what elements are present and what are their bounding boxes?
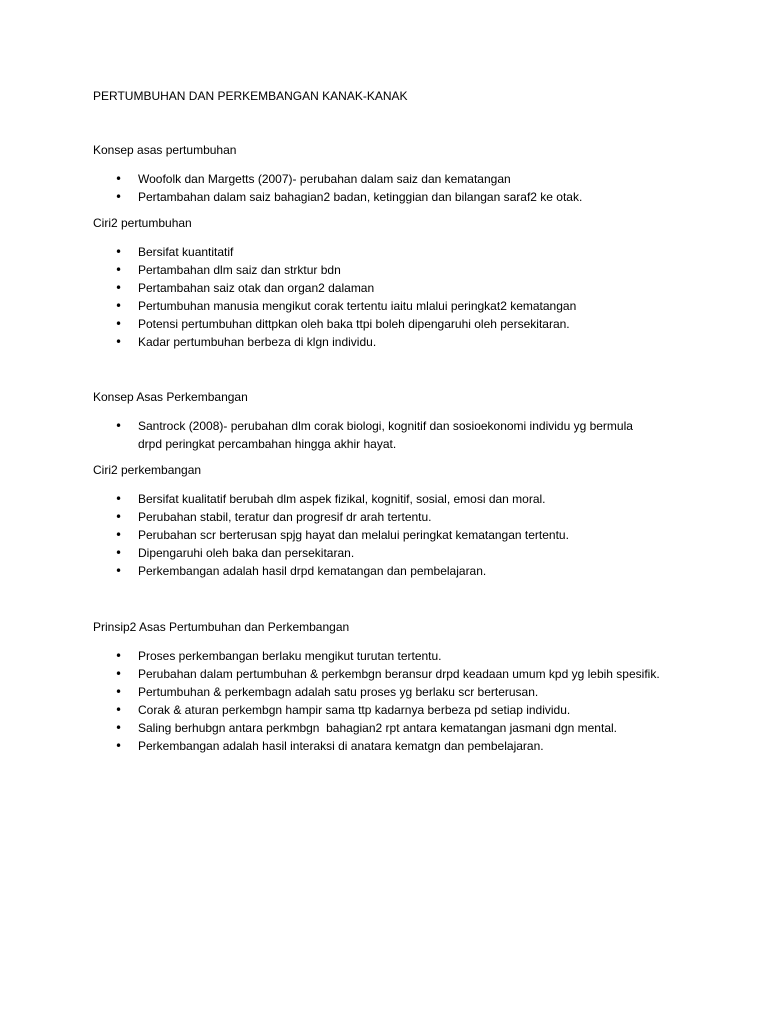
bullet-list [93,417,693,453]
section-heading: Konsep Asas Perkembangan [93,390,248,404]
list-item: • Perkembangan adalah hasil interaksi di anatara kematgn dan pembelajaran. [93,737,693,755]
list-item: • Bersifat kualitatif berubah dlm aspek fizikal, kognitif, sosial, emosi dan moral. [93,490,693,508]
list-item: • Perubahan scr berterusan spjg hayat dan melalui peringkat kematangan tertentu. [93,526,693,544]
bullet-list [93,647,693,755]
list-item: • Santrock (2008)- perubahan dlm corak biologi, kognitif dan sosioekonomi individu yg bermula drpd peringkat percambahan hingga akhir hayat. [93,417,643,453]
document-title: PERTUMBUHAN DAN PERKEMBANGAN KANAK-KANAK [93,89,408,103]
section-heading: Ciri2 pertumbuhan [93,216,192,230]
list-item: • Dipengaruhi oleh baka dan persekitaran. [93,544,693,562]
list-item: • Pertumbuhan manusia mengikut corak tertentu iaitu mlalui peringkat2 kematangan [93,297,693,315]
list-item: • Perubahan stabil, teratur dan progresif dr arah tertentu. [93,508,693,526]
list-item: • Woofolk dan Margetts (2007)- perubahan dalam saiz dan kematangan [93,170,693,188]
section-heading: Ciri2 perkembangan [93,463,202,477]
list-item: • Pertambahan saiz otak dan organ2 dalaman [93,279,693,297]
list-item: • Kadar pertumbuhan berbeza di klgn individu. [93,333,693,351]
list-item: • Corak & aturan perkembgn hampir sama ttp kadarnya berbeza pd setiap individu. [93,701,693,719]
section-konsep-asas-perkembangan [93,388,693,453]
list-item: • Bersifat kuantitatif [93,243,693,261]
list-item: • Pertumbuhan & perkembagn adalah satu proses yg berlaku scr berterusan. [93,683,693,701]
bullet-list [93,170,693,206]
list-item: • Proses perkembangan berlaku mengikut turutan tertentu. [93,647,693,665]
section-heading: Konsep asas pertumbuhan [93,143,237,157]
section-prinsip-asas [93,618,693,755]
section-ciri-perkembangan [93,461,693,580]
list-item: • Pertambahan dlm saiz dan strktur bdn [93,261,693,279]
section-heading: Prinsip2 Asas Pertumbuhan dan Perkembangan [93,620,350,634]
list-item: • Perubahan dalam pertumbuhan & perkembgn beransur drpd keadaan umum kpd yg lebih spesifik. [93,665,663,683]
list-item: • Potensi pertumbuhan dittpkan oleh baka ttpi boleh dipengaruhi oleh persekitaran. [93,315,693,333]
list-item: • Saling berhubgn antara perkmbgn bahagian2 rpt antara kematangan jasmani dgn mental. [93,719,693,737]
bullet-list [93,243,693,351]
list-item: • Pertambahan dalam saiz bahagian2 badan, ketinggian dan bilangan saraf2 ke otak. [93,188,693,206]
section-konsep-asas-pertumbuhan [93,141,693,206]
list-item: • Perkembangan adalah hasil drpd kematangan dan pembelajaran. [93,562,693,580]
section-ciri-pertumbuhan [93,214,693,351]
bullet-list [93,490,693,580]
